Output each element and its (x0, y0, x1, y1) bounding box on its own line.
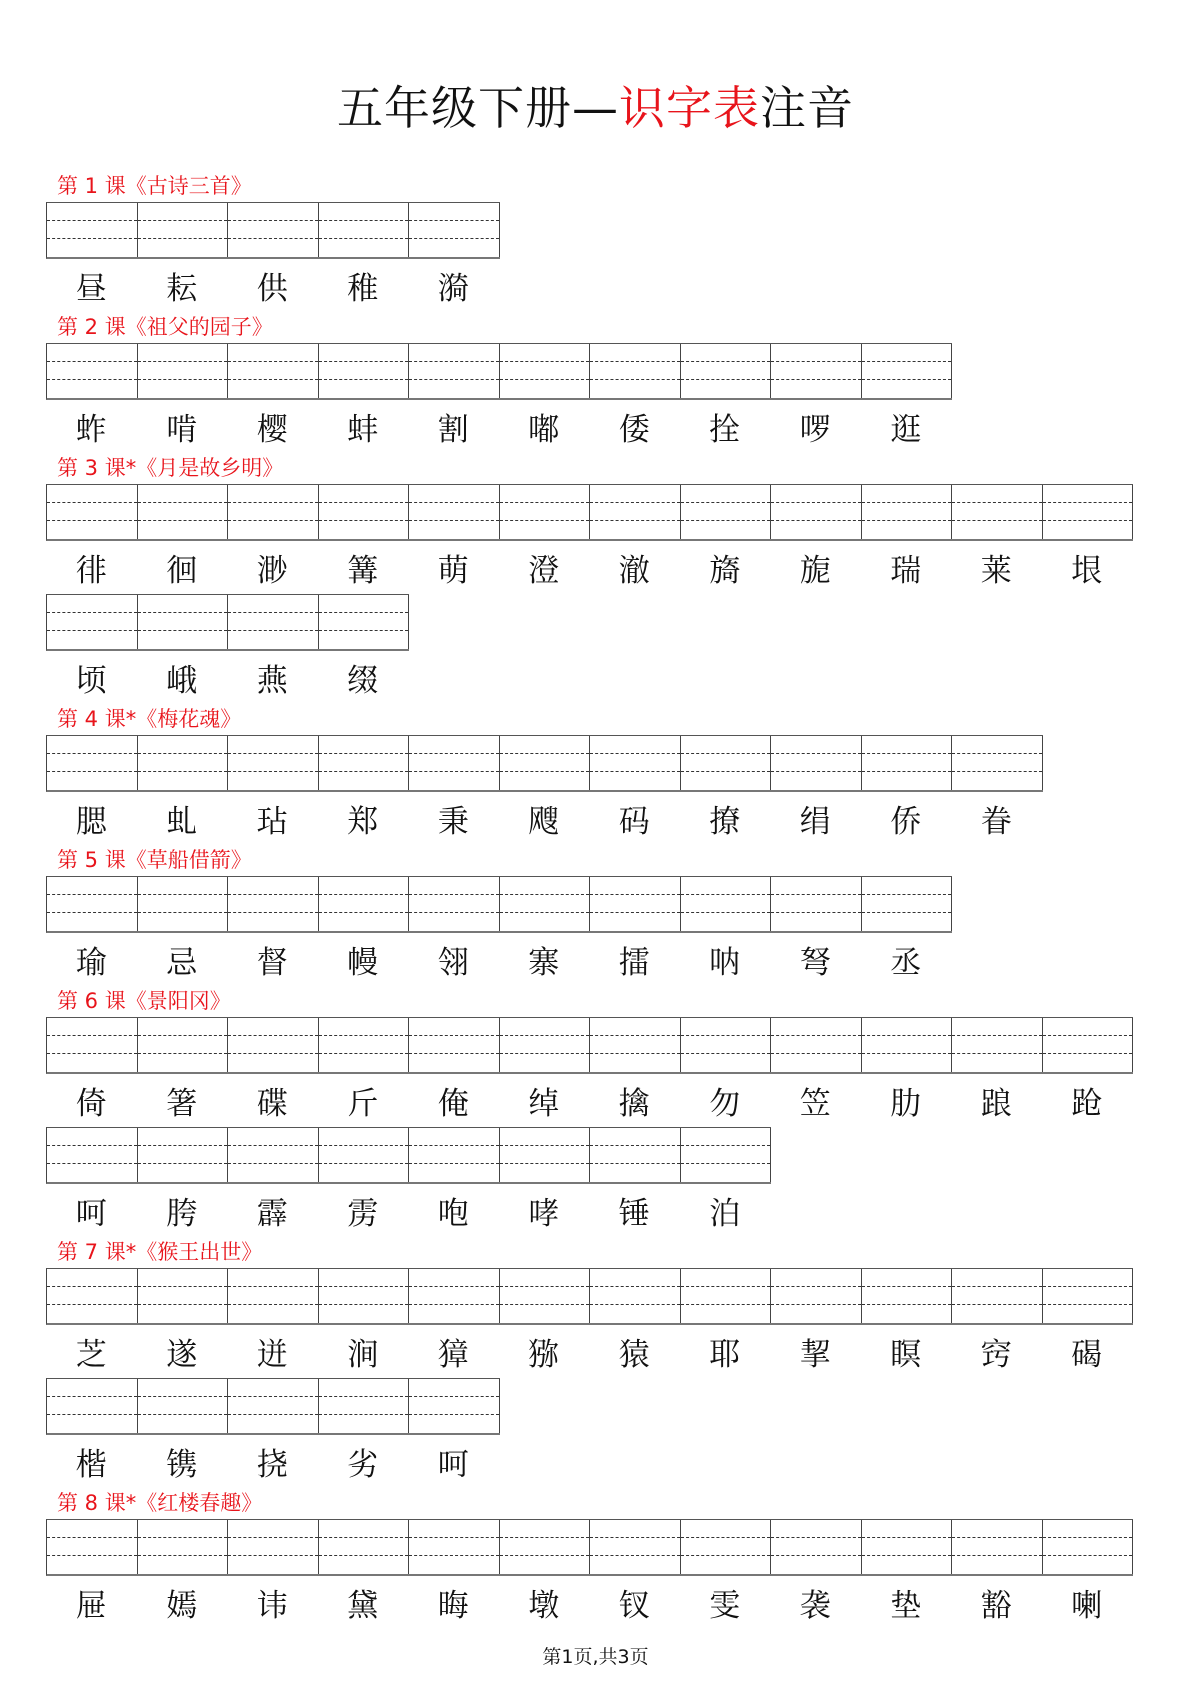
character: 斤 (347, 1086, 379, 1122)
pinyin-cell[interactable] (771, 1269, 862, 1323)
lesson-list (46, 171, 1146, 1629)
pinyin-cell[interactable] (681, 877, 772, 931)
pinyin-cell[interactable] (319, 1379, 410, 1433)
character-row (46, 792, 1146, 845)
character: 缀 (347, 663, 379, 699)
pinyin-cell[interactable] (319, 736, 410, 790)
character: 澄 (528, 553, 560, 589)
pinyin-cell[interactable] (952, 1269, 1043, 1323)
pinyin-grid (46, 1378, 500, 1435)
character: 瞑 (890, 1337, 922, 1373)
character-row (46, 400, 1146, 453)
pinyin-cell[interactable] (681, 736, 772, 790)
pinyin-cell[interactable] (681, 344, 772, 398)
pinyin-cell[interactable] (1043, 1520, 1134, 1574)
pinyin-cell[interactable] (409, 1269, 500, 1323)
pinyin-cell[interactable] (862, 877, 953, 931)
character: 瑜 (75, 945, 107, 981)
character: 楷 (75, 1447, 107, 1483)
character: 喇 (1071, 1588, 1103, 1624)
character: 瑞 (890, 553, 922, 589)
pinyin-grid (46, 1017, 1133, 1074)
character: 呵 (437, 1447, 469, 1483)
pinyin-cell[interactable] (319, 1128, 410, 1182)
pinyin-cell[interactable] (1043, 1018, 1134, 1072)
pinyin-cell[interactable] (138, 736, 229, 790)
character-row (46, 1576, 1146, 1629)
pinyin-cell[interactable] (862, 736, 953, 790)
lesson-label: 第 4 课*《梅花魂》 (57, 707, 242, 731)
character: 猕 (528, 1337, 560, 1373)
character: 镌 (166, 1447, 198, 1483)
character: 萌 (437, 553, 469, 589)
lesson-label: 第 1 课《古诗三首》 (57, 174, 252, 198)
character: 擂 (618, 945, 650, 981)
character: 耶 (709, 1337, 741, 1373)
pinyin-cell[interactable] (228, 877, 319, 931)
pinyin-cell[interactable] (500, 1520, 591, 1574)
pinyin-cell[interactable] (319, 203, 410, 257)
pinyin-cell[interactable] (228, 203, 319, 257)
pinyin-cell[interactable] (47, 344, 138, 398)
character: 嘟 (528, 412, 560, 448)
pinyin-cell[interactable] (138, 595, 229, 649)
pinyin-cell[interactable] (47, 1128, 138, 1182)
character: 擒 (618, 1086, 650, 1122)
character: 肋 (890, 1086, 922, 1122)
character: 燕 (256, 663, 288, 699)
pinyin-cell[interactable] (319, 1018, 410, 1072)
pinyin-cell[interactable] (590, 485, 681, 539)
pinyin-cell[interactable] (319, 1520, 410, 1574)
character: 耘 (166, 271, 198, 307)
character: 绢 (799, 804, 831, 840)
character: 挠 (256, 1447, 288, 1483)
pinyin-cell[interactable] (590, 1269, 681, 1323)
pinyin-cell[interactable] (771, 736, 862, 790)
character: 寨 (528, 945, 560, 981)
character-row (46, 933, 1146, 986)
pinyin-cell[interactable] (138, 1269, 229, 1323)
character: 眷 (980, 804, 1012, 840)
pinyin-cell[interactable] (228, 485, 319, 539)
character: 虬 (166, 804, 198, 840)
character: 篝 (347, 553, 379, 589)
pinyin-cell[interactable] (681, 1520, 772, 1574)
character-row (46, 1435, 1146, 1488)
pinyin-cell[interactable] (138, 1379, 229, 1433)
character: 猿 (618, 1337, 650, 1373)
pinyin-cell[interactable] (409, 1018, 500, 1072)
character: 啃 (166, 412, 198, 448)
pinyin-grid (46, 735, 1043, 792)
pinyin-cell[interactable] (228, 1269, 319, 1323)
pinyin-cell[interactable] (590, 344, 681, 398)
pinyin-cell[interactable] (409, 203, 500, 257)
pinyin-cell[interactable] (862, 485, 953, 539)
character: 徘 (75, 553, 107, 589)
character: 嫣 (166, 1588, 198, 1624)
character: 漪 (437, 271, 469, 307)
character: 倚 (75, 1086, 107, 1122)
pinyin-cell[interactable] (47, 877, 138, 931)
character: 霹 (256, 1196, 288, 1232)
pinyin-cell[interactable] (319, 595, 410, 649)
character: 窍 (980, 1337, 1012, 1373)
pinyin-grid (46, 876, 952, 933)
pinyin-cell[interactable] (681, 1018, 772, 1072)
pinyin-cell[interactable] (1043, 485, 1134, 539)
character: 飕 (528, 804, 560, 840)
character: 豁 (980, 1588, 1012, 1624)
character: 顷 (75, 663, 107, 699)
character: 蚱 (75, 412, 107, 448)
character: 郑 (347, 804, 379, 840)
character: 箸 (166, 1086, 198, 1122)
lesson-label: 第 7 课*《猴王出世》 (57, 1240, 263, 1264)
pinyin-cell[interactable] (138, 1520, 229, 1574)
pinyin-cell[interactable] (409, 736, 500, 790)
pinyin-cell[interactable] (590, 1128, 681, 1182)
pinyin-cell[interactable] (681, 1128, 772, 1182)
pinyin-cell[interactable] (47, 1520, 138, 1574)
character: 泊 (709, 1196, 741, 1232)
pinyin-grid (46, 1127, 771, 1184)
character: 黛 (347, 1588, 379, 1624)
character: 旎 (799, 553, 831, 589)
character: 侨 (890, 804, 922, 840)
character-row (46, 1074, 1146, 1127)
pinyin-cell[interactable] (862, 1520, 953, 1574)
character: 呐 (709, 945, 741, 981)
character-row (46, 651, 1146, 704)
pinyin-cell[interactable] (47, 485, 138, 539)
pinyin-cell[interactable] (500, 877, 591, 931)
character: 昼 (75, 271, 107, 307)
character: 割 (437, 412, 469, 448)
pinyin-cell[interactable] (771, 1520, 862, 1574)
character: 徊 (166, 553, 198, 589)
pinyin-cell[interactable] (590, 736, 681, 790)
pinyin-cell[interactable] (590, 1520, 681, 1574)
pinyin-cell[interactable] (771, 877, 862, 931)
character: 胯 (166, 1196, 198, 1232)
pinyin-cell[interactable] (228, 1520, 319, 1574)
character: 弩 (799, 945, 831, 981)
character: 讳 (256, 1588, 288, 1624)
pinyin-cell[interactable] (409, 485, 500, 539)
pinyin-cell[interactable] (1043, 1269, 1134, 1323)
character: 丞 (890, 945, 922, 981)
pinyin-cell[interactable] (47, 1379, 138, 1433)
pinyin-cell[interactable] (319, 344, 410, 398)
pinyin-cell[interactable] (771, 485, 862, 539)
character: 碟 (256, 1086, 288, 1122)
lesson-label: 第 8 课*《红楼春趣》 (57, 1491, 263, 1515)
character: 迸 (256, 1337, 288, 1373)
character: 遂 (166, 1337, 198, 1373)
pinyin-cell[interactable] (138, 1128, 229, 1182)
pinyin-cell[interactable] (47, 1269, 138, 1323)
character: 稚 (347, 271, 379, 307)
pinyin-cell[interactable] (500, 1128, 591, 1182)
pinyin-cell[interactable] (319, 877, 410, 931)
pinyin-cell[interactable] (952, 736, 1043, 790)
character: 跄 (1071, 1086, 1103, 1122)
character: 拴 (709, 412, 741, 448)
character: 俺 (437, 1086, 469, 1122)
character: 澈 (618, 553, 650, 589)
character: 屉 (75, 1588, 107, 1624)
pinyin-cell[interactable] (47, 1018, 138, 1072)
pinyin-cell[interactable] (409, 1379, 500, 1433)
character: 峨 (166, 663, 198, 699)
character: 獐 (437, 1337, 469, 1373)
pinyin-cell[interactable] (500, 485, 591, 539)
character: 撩 (709, 804, 741, 840)
pinyin-cell[interactable] (862, 1269, 953, 1323)
pinyin-cell[interactable] (138, 1018, 229, 1072)
character: 墩 (528, 1588, 560, 1624)
character: 玷 (256, 804, 288, 840)
pinyin-grid (46, 202, 500, 259)
character: 绰 (528, 1086, 560, 1122)
character: 雯 (709, 1588, 741, 1624)
character: 踉 (980, 1086, 1012, 1122)
pinyin-cell[interactable] (228, 344, 319, 398)
lesson-label: 第 2 课《祖父的园子》 (57, 315, 273, 339)
pinyin-grid (46, 1519, 1133, 1576)
character: 莱 (980, 553, 1012, 589)
pinyin-cell[interactable] (771, 344, 862, 398)
character: 幔 (347, 945, 379, 981)
character: 垠 (1071, 553, 1103, 589)
pinyin-cell[interactable] (409, 1128, 500, 1182)
pinyin-cell[interactable] (862, 344, 953, 398)
character: 樱 (256, 412, 288, 448)
lesson-label: 第 6 课《景阳冈》 (57, 989, 231, 1013)
character: 啰 (799, 412, 831, 448)
page-title (0, 72, 1191, 138)
pinyin-cell[interactable] (47, 595, 138, 649)
character: 挈 (799, 1337, 831, 1373)
pinyin-cell[interactable] (862, 1018, 953, 1072)
character: 劣 (347, 1447, 379, 1483)
character: 逛 (890, 412, 922, 448)
character: 翎 (437, 945, 469, 981)
title-part: 注音 (760, 81, 854, 135)
character: 垫 (890, 1588, 922, 1624)
pinyin-cell[interactable] (590, 877, 681, 931)
character: 笠 (799, 1086, 831, 1122)
character: 供 (256, 271, 288, 307)
pinyin-cell[interactable] (228, 736, 319, 790)
character: 晦 (437, 1588, 469, 1624)
character: 码 (618, 804, 650, 840)
character: 涧 (347, 1337, 379, 1373)
pinyin-cell[interactable] (952, 1018, 1043, 1072)
character: 呵 (75, 1196, 107, 1232)
character: 倭 (618, 412, 650, 448)
character: 芝 (75, 1337, 107, 1373)
character-row (46, 259, 1146, 312)
pinyin-cell[interactable] (952, 1520, 1043, 1574)
pinyin-cell[interactable] (409, 1520, 500, 1574)
pinyin-cell[interactable] (138, 344, 229, 398)
pinyin-cell[interactable] (47, 203, 138, 257)
pinyin-cell[interactable] (681, 1269, 772, 1323)
character: 锤 (618, 1196, 650, 1232)
character: 咆 (437, 1196, 469, 1232)
pinyin-cell[interactable] (590, 1018, 681, 1072)
character: 渺 (256, 553, 288, 589)
pinyin-cell[interactable] (409, 344, 500, 398)
pinyin-cell[interactable] (228, 595, 319, 649)
pinyin-cell[interactable] (409, 877, 500, 931)
pinyin-cell[interactable] (319, 1269, 410, 1323)
character: 腮 (75, 804, 107, 840)
character: 督 (256, 945, 288, 981)
pinyin-grid (46, 343, 952, 400)
character: 碣 (1071, 1337, 1103, 1373)
title-highlight: 识字表 (619, 81, 760, 135)
pinyin-cell[interactable] (47, 736, 138, 790)
pinyin-cell[interactable] (500, 736, 591, 790)
pinyin-cell[interactable] (138, 485, 229, 539)
pinyin-cell[interactable] (500, 1269, 591, 1323)
pinyin-cell[interactable] (681, 485, 772, 539)
pinyin-cell[interactable] (319, 485, 410, 539)
pinyin-grid (46, 1268, 1133, 1325)
pinyin-cell[interactable] (228, 1379, 319, 1433)
pinyin-grid (46, 484, 1133, 541)
pinyin-cell[interactable] (228, 1128, 319, 1182)
pinyin-cell[interactable] (138, 877, 229, 931)
pinyin-cell[interactable] (138, 203, 229, 257)
character-row (46, 541, 1146, 594)
character: 秉 (437, 804, 469, 840)
pinyin-cell[interactable] (228, 1018, 319, 1072)
character: 雳 (347, 1196, 379, 1232)
lesson-label: 第 5 课《草船借箭》 (57, 848, 252, 872)
pinyin-grid (46, 594, 409, 651)
title-part: 五年级下册— (337, 81, 619, 135)
pinyin-cell[interactable] (952, 485, 1043, 539)
pinyin-cell[interactable] (771, 1018, 862, 1072)
character: 忌 (166, 945, 198, 981)
page-number: 第1页,共3页 (542, 1646, 649, 1668)
character: 蚌 (347, 412, 379, 448)
character-row (46, 1325, 1146, 1378)
character: 哮 (528, 1196, 560, 1232)
character: 袭 (799, 1588, 831, 1624)
lesson-label: 第 3 课*《月是故乡明》 (57, 456, 284, 480)
character: 勿 (709, 1086, 741, 1122)
pinyin-cell[interactable] (500, 1018, 591, 1072)
character: 钗 (618, 1588, 650, 1624)
character: 旖 (709, 553, 741, 589)
pinyin-cell[interactable] (500, 344, 591, 398)
character-row (46, 1184, 1146, 1237)
